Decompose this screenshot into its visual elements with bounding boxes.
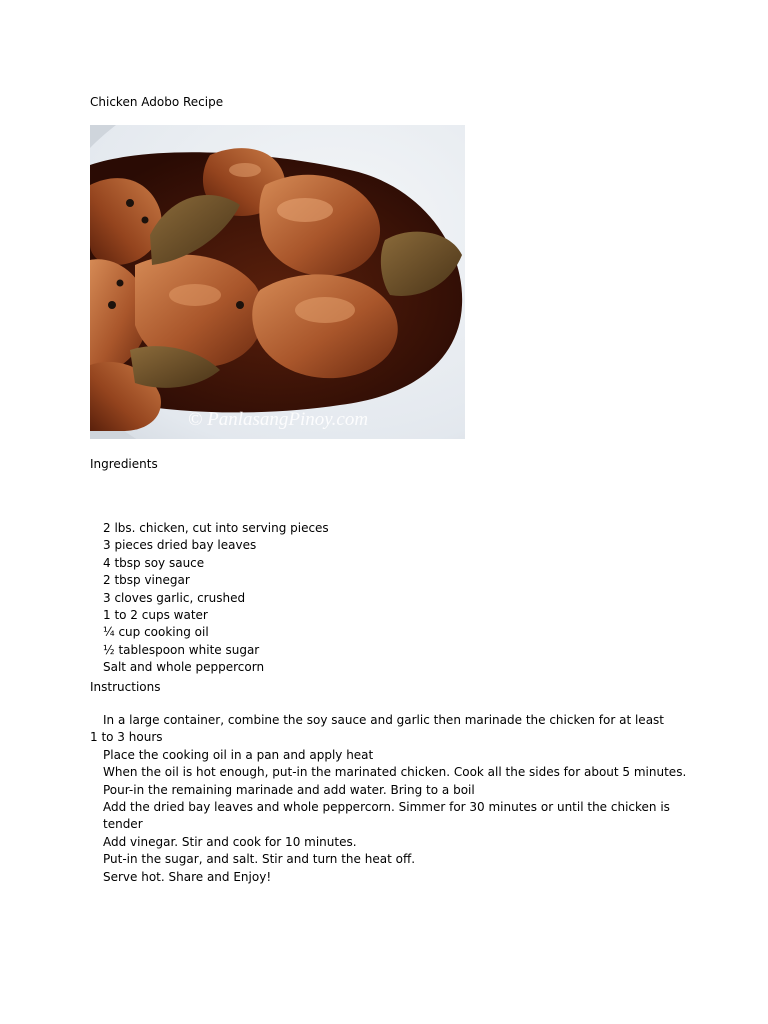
ingredient-item: 2 tbsp vinegar — [103, 573, 190, 588]
instructions-heading: Instructions — [90, 680, 161, 694]
instruction-step: Serve hot. Share and Enjoy! — [103, 869, 272, 884]
instruction-step: Add the dried bay leaves and whole peppercorn. Simmer for 30 minutes or until the chicken is tender — [103, 800, 670, 832]
ingredient-item: 3 pieces dried bay leaves — [103, 538, 257, 553]
ingredient-item: ¼ cup cooking oil — [103, 625, 209, 640]
ingredients-list — [90, 520, 690, 677]
instruction-step: In a large container, combine the soy sauce and garlic then marinade the chicken for at least 1 to 3 hours — [90, 713, 664, 745]
instruction-step: Place the cooking oil in a pan and apply heat — [103, 747, 374, 762]
instruction-step: Put-in the sugar, and salt. Stir and turn the heat off. — [103, 852, 416, 867]
recipe-title: Chicken Adobo Recipe — [90, 95, 224, 109]
chicken-adobo-image — [90, 125, 465, 439]
ingredient-item: ½ tablespoon white sugar — [103, 642, 260, 657]
ingredient-item: Salt and whole peppercorn — [103, 660, 265, 675]
watermark-text: © PanlasangPinoy.com — [187, 409, 369, 430]
instruction-step: Pour-in the remaining marinade and add water. Bring to a boil — [103, 782, 475, 797]
ingredients-heading: Ingredients — [90, 457, 158, 471]
ingredient-item: 1 to 2 cups water — [103, 608, 208, 623]
ingredient-item: 3 cloves garlic, crushed — [103, 590, 246, 605]
instruction-step: When the oil is hot enough, put-in the marinated chicken. Cook all the sides for about 5 minutes. — [103, 765, 687, 780]
ingredient-item: 4 tbsp soy sauce — [103, 555, 205, 570]
instructions-list — [90, 712, 690, 886]
instruction-step: Add vinegar. Stir and cook for 10 minutes. — [103, 834, 357, 849]
recipe-photo — [90, 125, 465, 439]
ingredient-item: 2 lbs. chicken, cut into serving pieces — [103, 521, 329, 535]
